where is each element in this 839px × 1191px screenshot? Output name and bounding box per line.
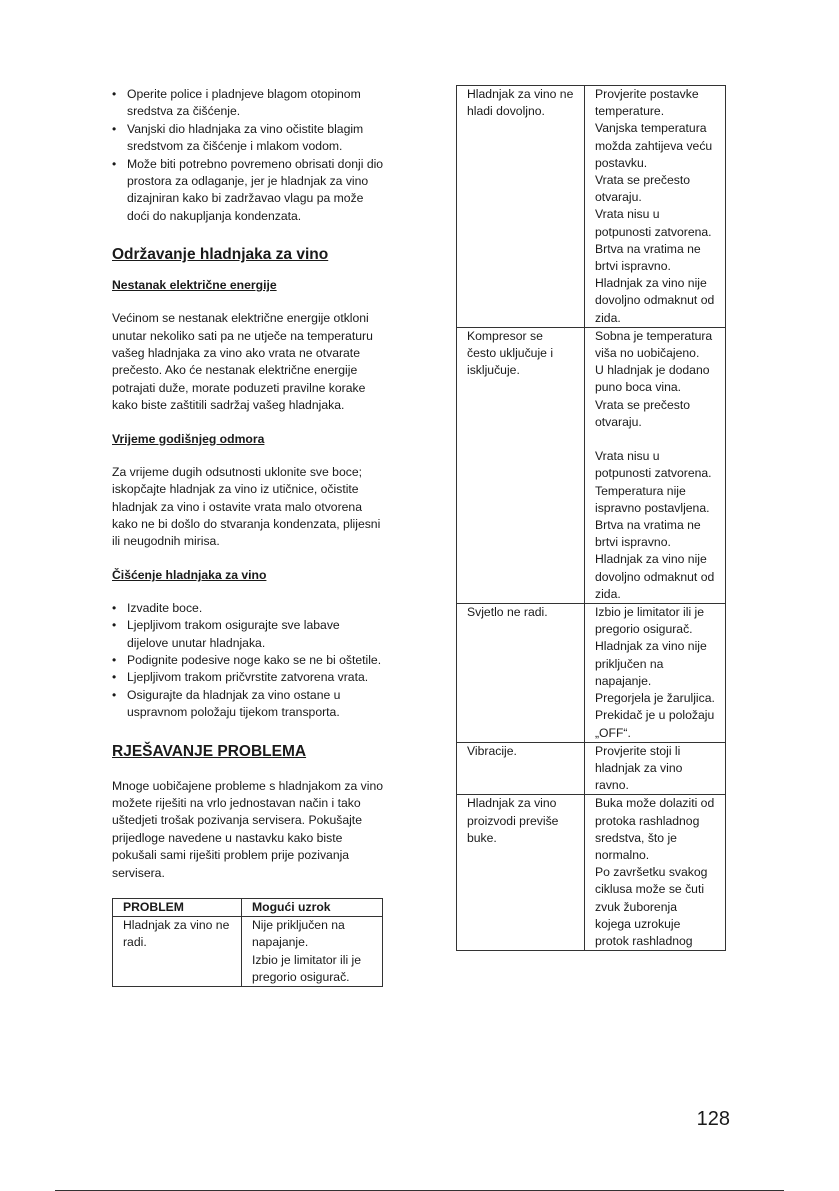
problem-cell: Hladnjak za vino ne radi. xyxy=(113,917,242,987)
cause-cell: Buka može dolaziti od protoka rashladnog sredstva, što je normalno. Po završetku svakog ciklusa može se čuti zvuk žuborenja kojega uzrokuje protok rashladnog xyxy=(585,795,726,951)
problem-cell: Vibracije. xyxy=(457,742,585,795)
list-item: • Osigurajte da hladnjak za vino ostane u uspravnom položaju tijekom transporta. xyxy=(112,687,341,720)
table-row xyxy=(457,327,726,603)
right-column xyxy=(456,85,726,951)
problem-cell: Kompresor se često uključuje i isključuje. xyxy=(457,327,585,603)
list-item: • Ljepljivom trakom pričvrstite zatvorena vrata. xyxy=(112,670,369,685)
list-item: • Podignite podesive noge kako se ne bi oštetile. xyxy=(112,652,382,667)
list-item: • Ljepljivom trakom osigurajte sve labave dijelove unutar hladnjaka. xyxy=(112,618,340,650)
cause-cell: Izbio je limitator ili je pregorio osigurač. Hladnjak za vino nije priključen na napajanje. Pregorjela je žaruljica. Prekidač je u položaju „OFF“. xyxy=(585,604,726,743)
list-item: • Može biti potrebno povremeno obrisati donji dio prostora za odlaganje, jer je hladnjak za vino dizajniran kako bi zadržavao vlagu pa može doći do nakupljanja kondenzata. xyxy=(112,156,384,223)
table-row xyxy=(113,917,383,987)
list-item: • Operite police i pladnjeve blagom otopinom sredstva za čišćenje. xyxy=(112,87,361,119)
problem-cell: Hladnjak za vino proizvodi previše buke. xyxy=(457,795,585,951)
problem-cell: Svjetlo ne radi. xyxy=(457,604,585,743)
problem-table xyxy=(112,898,383,987)
maintenance-heading: Održavanje hladnjaka za vino xyxy=(112,246,329,264)
cleaning-bullet-list xyxy=(112,600,384,722)
troubleshooting-heading: RJEŠAVANJE PROBLEMA xyxy=(112,742,307,760)
cause-cell: Sobna je temperatura viša no uobičajeno. U hladnjak je dodano puno boca vina. Vrata se prečesto otvaraju. Vrata nisu u potpunosti zatvorena. Temperatura nije ispravno postavljena. Brtva na vratima ne brtvi ispravno. Hladnjak za vino nije dovoljno odmaknut od zida. xyxy=(585,327,726,603)
header-problem: PROBLEM xyxy=(113,899,242,917)
table-row xyxy=(457,742,726,795)
header-cause: Mogući uzrok xyxy=(242,899,383,917)
intro-bullet-list xyxy=(112,86,384,225)
cause-cell: Nije priključen na napajanje. Izbio je limitator ili je pregorio osigurač. xyxy=(242,917,383,987)
list-item: • Vanjski dio hladnjaka za vino očistite blagim sredstvom za čišćenje i mlakom vodom. xyxy=(112,121,364,154)
troubleshooting-table xyxy=(456,85,726,951)
page-number: 128 xyxy=(696,1108,730,1130)
list-item: • Izvadite boce. xyxy=(112,600,203,615)
problem-cell: Hladnjak za vino ne hladi dovoljno. xyxy=(457,86,585,328)
vacation-heading: Vrijeme godišnjeg odmora xyxy=(112,431,265,446)
cause-cell: Provjerite postavke temperature. Vanjska temperatura možda zahtijeva veću postavku. Vrata se prečesto otvaraju. Vrata nisu u potpunosti zatvorena. Brtva na vratima ne brtvi ispravno. Hladnjak za vino nije dovoljno odmaknut od zida. xyxy=(585,86,726,328)
table-row xyxy=(457,604,726,743)
table-row xyxy=(457,795,726,951)
table-row xyxy=(457,86,726,328)
power-outage-heading: Nestanak električne energije xyxy=(112,278,277,293)
cause-cell: Provjerite stoji li hladnjak za vino ravno. xyxy=(585,742,726,795)
troubleshooting-text: Mnoge uobičajene probleme s hladnjakom za vino možete riješiti na vrlo jednostavan način i tako uštedjeti trošak pozivanja servisera. Pokušajte prijedloge navedene u nastavku kako biste pokušali sami riješiti problem prije pozivanja servisera. xyxy=(112,778,383,880)
vacation-text: Za vrijeme dugih odsutnosti uklonite sve boce; iskopčajte hladnjak za vino iz utičnice, očistite hladnjak za vino i ostavite vrata malo otvorena kako ne bi došlo do stvaranja kondenzata, plijesni ili neugodnih mirisa. xyxy=(112,464,381,549)
power-outage-text: Većinom se nestanak električne energije otkloni unutar nekoliko sati pa ne utječe na temperaturu vašeg hladnjaka za vino ako vrata ne otvarate prečesto. Ako će nestanak električne energije potrajati duže, morate poduzeti pravilne korake kako biste zaštitili sadržaj vašeg hladnjaka. xyxy=(112,311,373,413)
cleaning-heading: Čišćenje hladnjaka za vino xyxy=(112,567,267,582)
left-column xyxy=(112,86,384,987)
